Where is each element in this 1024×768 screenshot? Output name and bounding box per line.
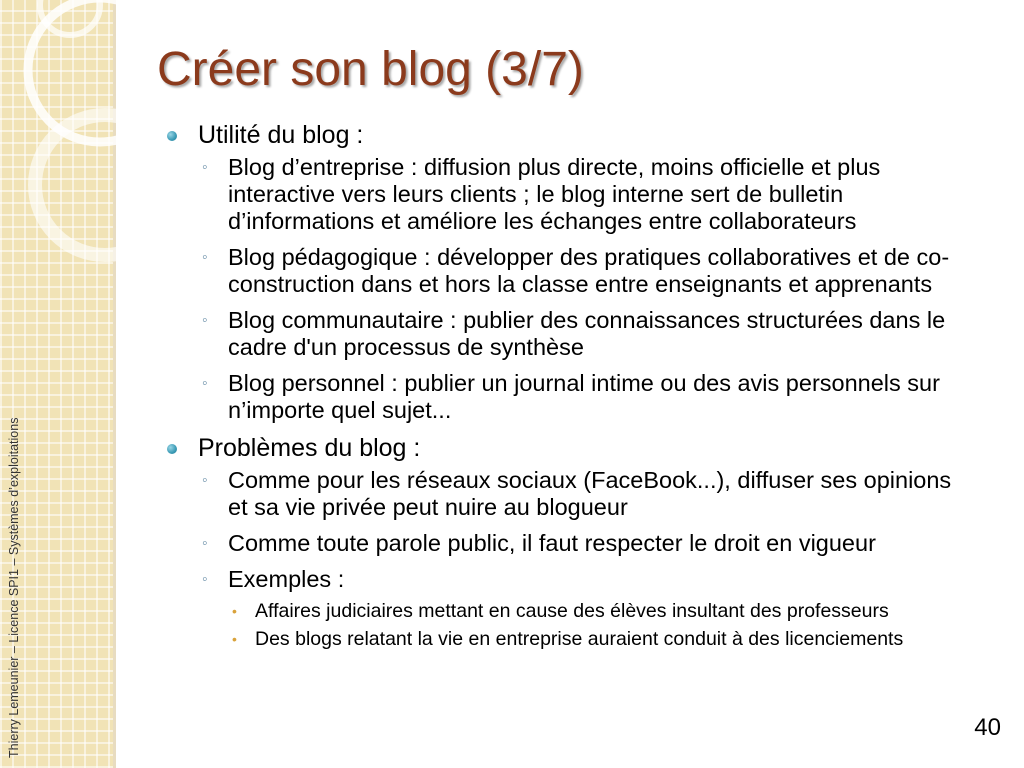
circle-bullet-icon xyxy=(167,131,177,141)
list-item-text: Blog personnel : publier un journal intime ou des avis personnels sur n’importe quel sujet... xyxy=(228,370,940,423)
section-problemes xyxy=(165,433,965,650)
sub-list xyxy=(198,467,965,650)
circle-bullet-icon xyxy=(167,444,177,454)
list-item-text: Comme toute parole public, il faut respecter le droit en vigueur xyxy=(228,530,876,556)
hollow-circle-bullet-icon: ◦ xyxy=(202,472,208,489)
example-item-text: Des blogs relatant la vie en entreprise auraient conduit à des licenciements xyxy=(255,628,904,650)
slide-title: Créer son blog (3/7) xyxy=(157,43,584,96)
list-item xyxy=(198,154,965,235)
hollow-circle-bullet-icon: ◦ xyxy=(202,375,208,392)
page-number: 40 xyxy=(974,714,1001,741)
list-item-text: Blog d’entreprise : diffusion plus directe, moins officielle et plus interactive vers leurs clients ; le blog interne sert de bulletin d’informations et améliore les échanges entre collaborateurs xyxy=(228,154,881,234)
list-item xyxy=(198,307,965,361)
sub-list xyxy=(198,154,965,424)
slide-content xyxy=(165,120,965,659)
list-item-text: Exemples : xyxy=(228,566,345,592)
list-item xyxy=(198,370,965,424)
dot-bullet-icon: • xyxy=(232,631,237,647)
examples-list xyxy=(228,601,965,650)
list-item xyxy=(198,530,965,557)
vertical-footer: Thierry Lemeunier – Licence SPI1 – Systèmes d’exploitations xyxy=(7,417,21,758)
example-item xyxy=(228,601,965,622)
dot-bullet-icon: • xyxy=(232,603,237,619)
hollow-circle-bullet-icon: ◦ xyxy=(202,249,208,266)
hollow-circle-bullet-icon: ◦ xyxy=(202,159,208,176)
section-heading: Utilité du blog : xyxy=(198,121,364,149)
section-utilite xyxy=(165,120,965,424)
hollow-circle-bullet-icon: ◦ xyxy=(202,312,208,329)
list-item-text: Blog communautaire : publier des connaissances structurées dans le cadre d'un processus de synthèse xyxy=(228,307,946,360)
hollow-circle-bullet-icon: ◦ xyxy=(202,571,208,588)
decorative-rings-graphic xyxy=(0,0,116,300)
example-item xyxy=(228,629,965,650)
hollow-circle-bullet-icon: ◦ xyxy=(202,535,208,552)
example-item-text: Affaires judiciaires mettant en cause des élèves insultant des professeurs xyxy=(255,600,889,622)
section-heading: Problèmes du blog : xyxy=(198,434,421,462)
list-item-text: Blog pédagogique : développer des pratiques collaboratives et de co-construction dans et hors la classe entre enseignants et apprenants xyxy=(228,244,950,297)
list-item-text: Comme pour les réseaux sociaux (FaceBook...), diffuser ses opinions et sa vie privée peut nuire au blogueur xyxy=(228,467,952,520)
section-list xyxy=(165,120,965,650)
list-item xyxy=(198,566,965,650)
list-item xyxy=(198,467,965,521)
list-item xyxy=(198,244,965,298)
